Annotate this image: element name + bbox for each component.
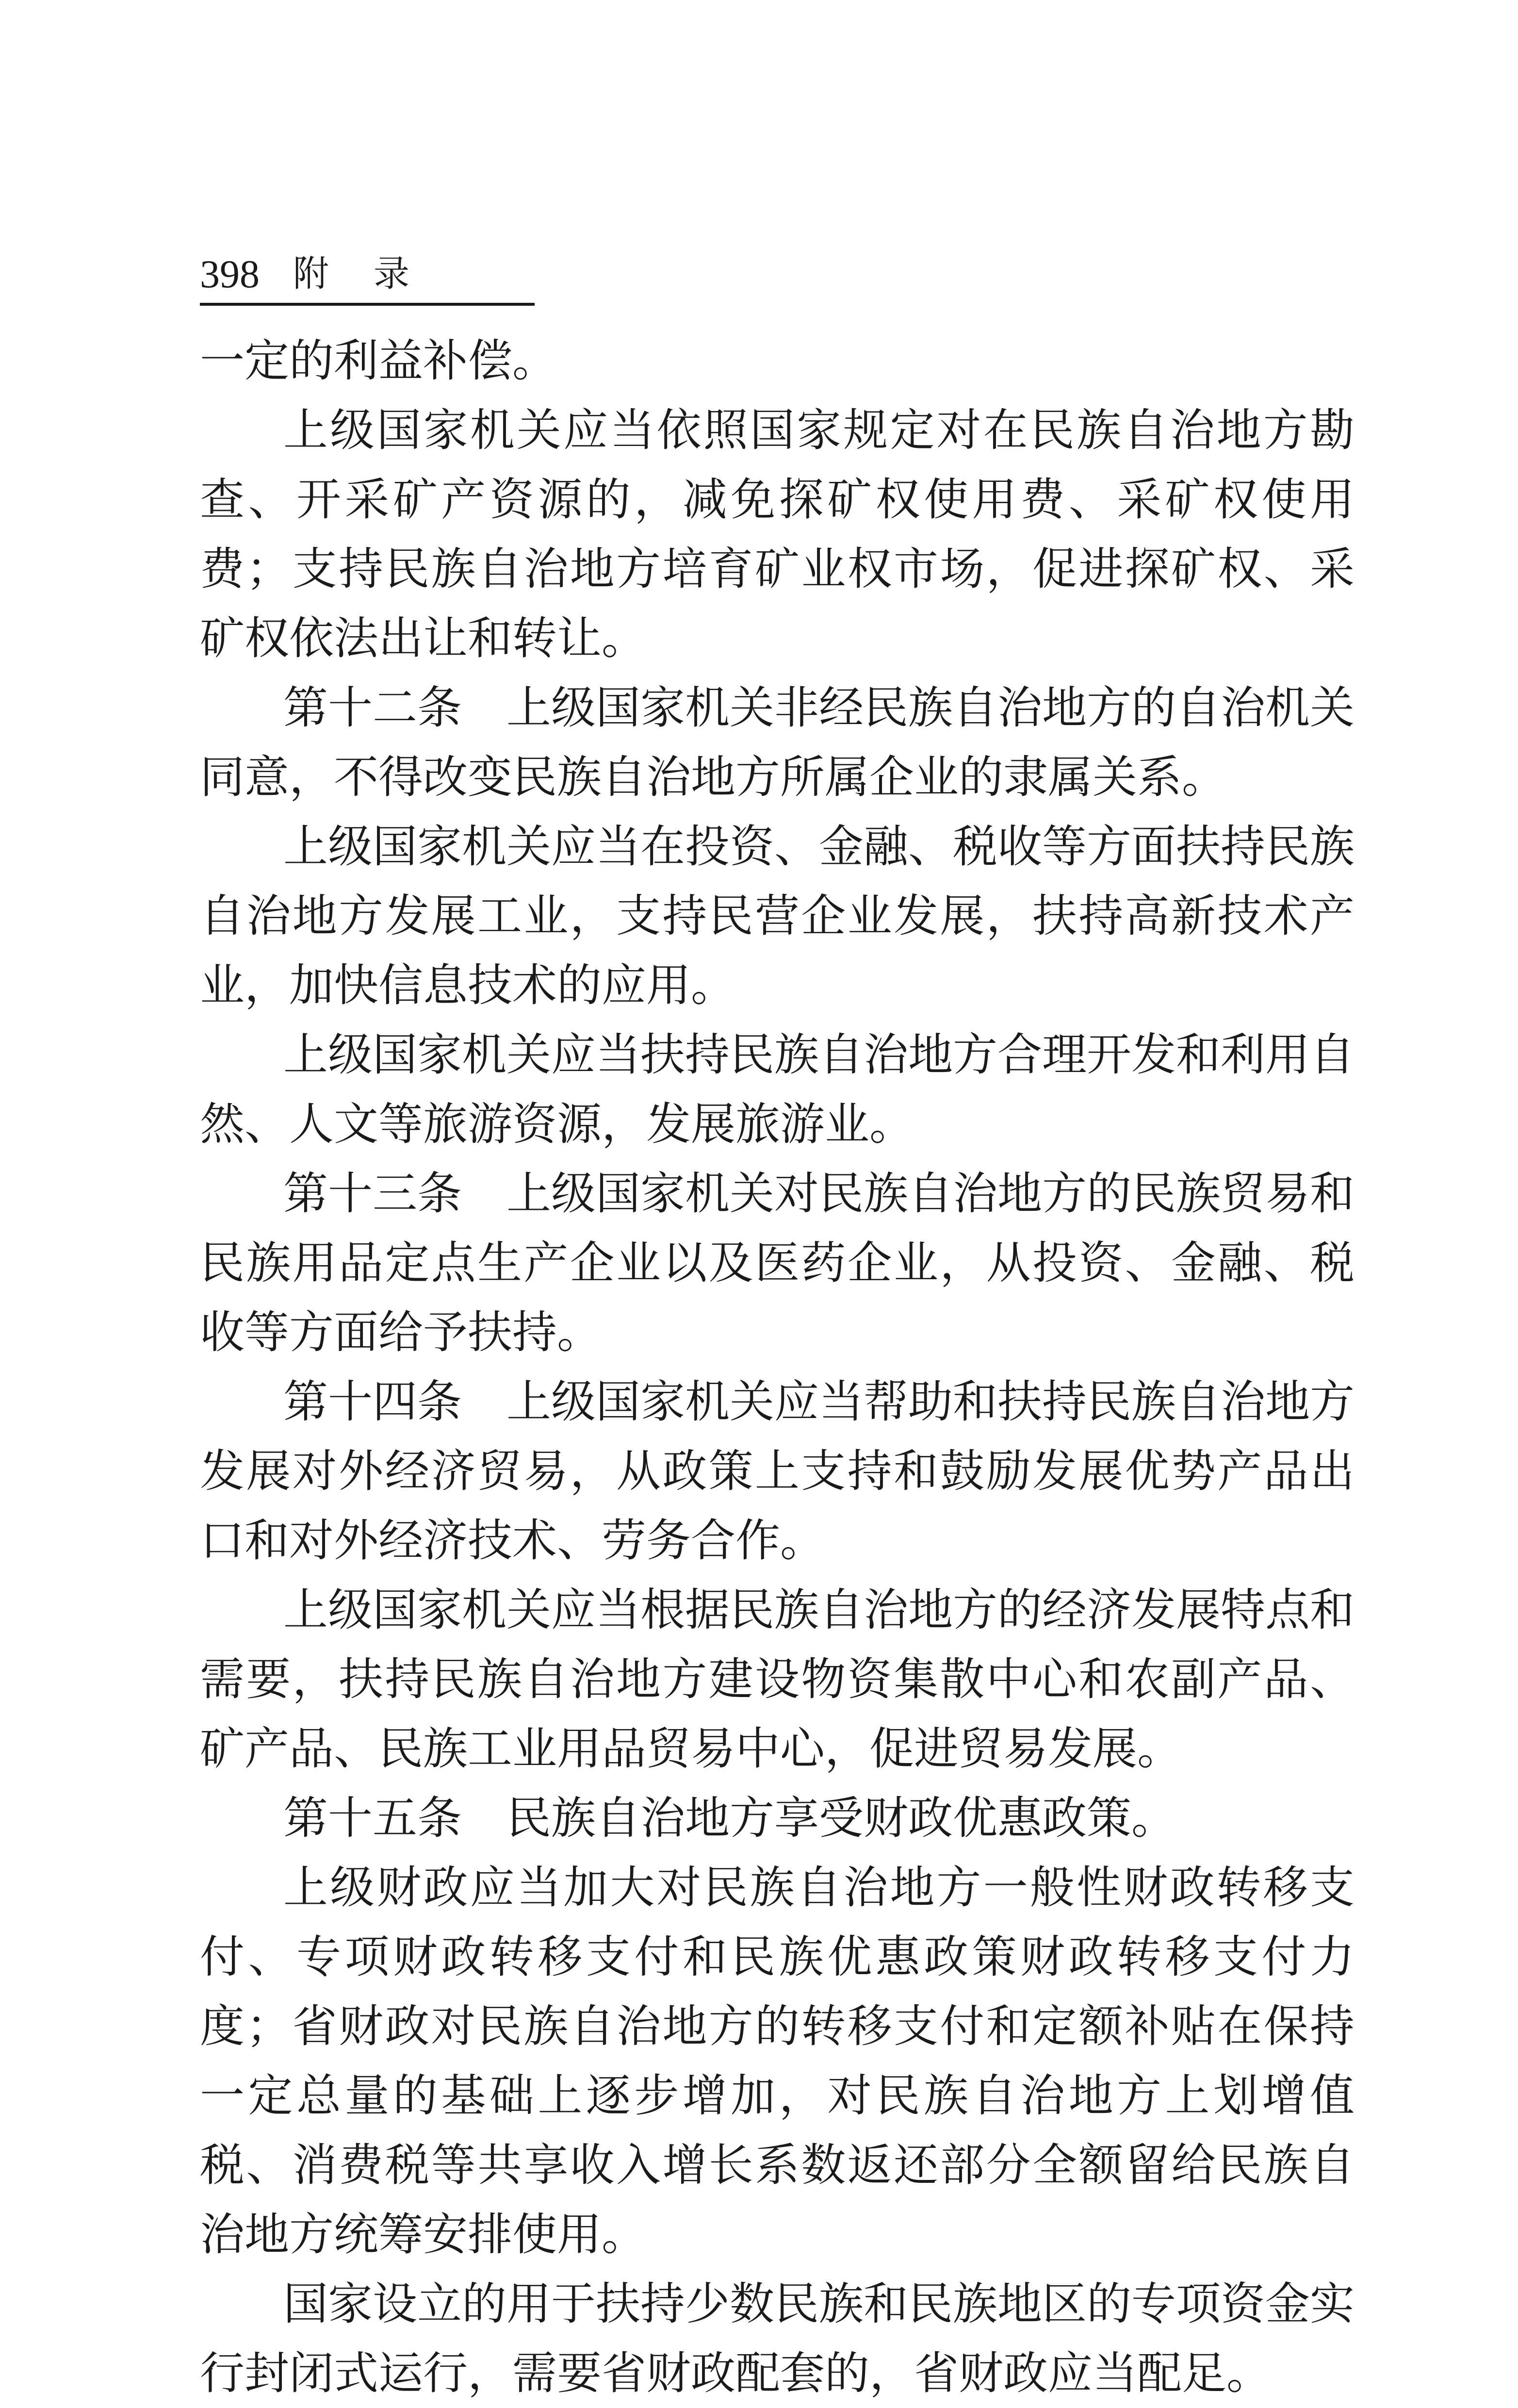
section-title-char: 录 bbox=[374, 253, 409, 295]
section-title bbox=[293, 249, 409, 298]
article-14: 第十四条 上级国家机关应当帮助和扶持民族自治地方发展对外经济贸易，从政策上支持和鼓励发展优势产品出口和对外经济技术、劳务合作。 bbox=[200, 1376, 1355, 1567]
article-13: 第十三条 上级国家机关对民族自治地方的民族贸易和民族用品定点生产企业以及医药企业，从投资、金融、税收等方面给予扶持。 bbox=[200, 1168, 1355, 1358]
body-text bbox=[200, 326, 1355, 2408]
paragraph: 上级国家机关应当根据民族自治地方的经济发展特点和需要，扶持民族自治地方建设物资集散中心和农副产品、矿产品、民族工业用品贸易中心，促进贸易发展。 bbox=[200, 1584, 1355, 1775]
paragraph: 上级国家机关应当扶持民族自治地方合理开发和利用自然、人文等旅游资源，发展旅游业。 bbox=[200, 1029, 1355, 1150]
article-12: 第十二条 上级国家机关非经民族自治地方的自治机关同意，不得改变民族自治地方所属企业的隶属关系。 bbox=[200, 682, 1355, 803]
paragraph: 国家设立的用于扶持少数民族和民族地区的专项资金实行封闭式运行，需要省财政配套的，省财政应当配足。 bbox=[200, 2278, 1355, 2399]
paragraph: 上级国家机关应当依照国家规定对在民族自治地方勘查、开采矿产资源的，减免探矿权使用费、采矿权使用费；支持民族自治地方培育矿业权市场，促进探矿权、采矿权依法出让和转让。 bbox=[200, 404, 1355, 664]
article-15: 第十五条 民族自治地方享受财政优惠政策。 bbox=[283, 1792, 1176, 1844]
page-number: 398 bbox=[200, 252, 260, 296]
paragraph-continuation: 一定的利益补偿。 bbox=[200, 335, 557, 387]
running-head bbox=[200, 247, 535, 306]
paragraph: 上级国家机关应当在投资、金融、税收等方面扶持民族自治地方发展工业，支持民营企业发展，扶持高新技术产业，加快信息技术的应用。 bbox=[200, 821, 1355, 1011]
section-title-char: 附 bbox=[293, 253, 329, 295]
paragraph: 上级财政应当加大对民族自治地方一般性财政转移支付、专项财政转移支付和民族优惠政策财政转移支付力度；省财政对民族自治地方的转移支付和定额补贴在保持一定总量的基础上逐步增加，对民族自治地方上划增值税、消费税等共享收入增长系数返还部分全额留给民族自治地方统筹安排使用。 bbox=[200, 1862, 1355, 2260]
